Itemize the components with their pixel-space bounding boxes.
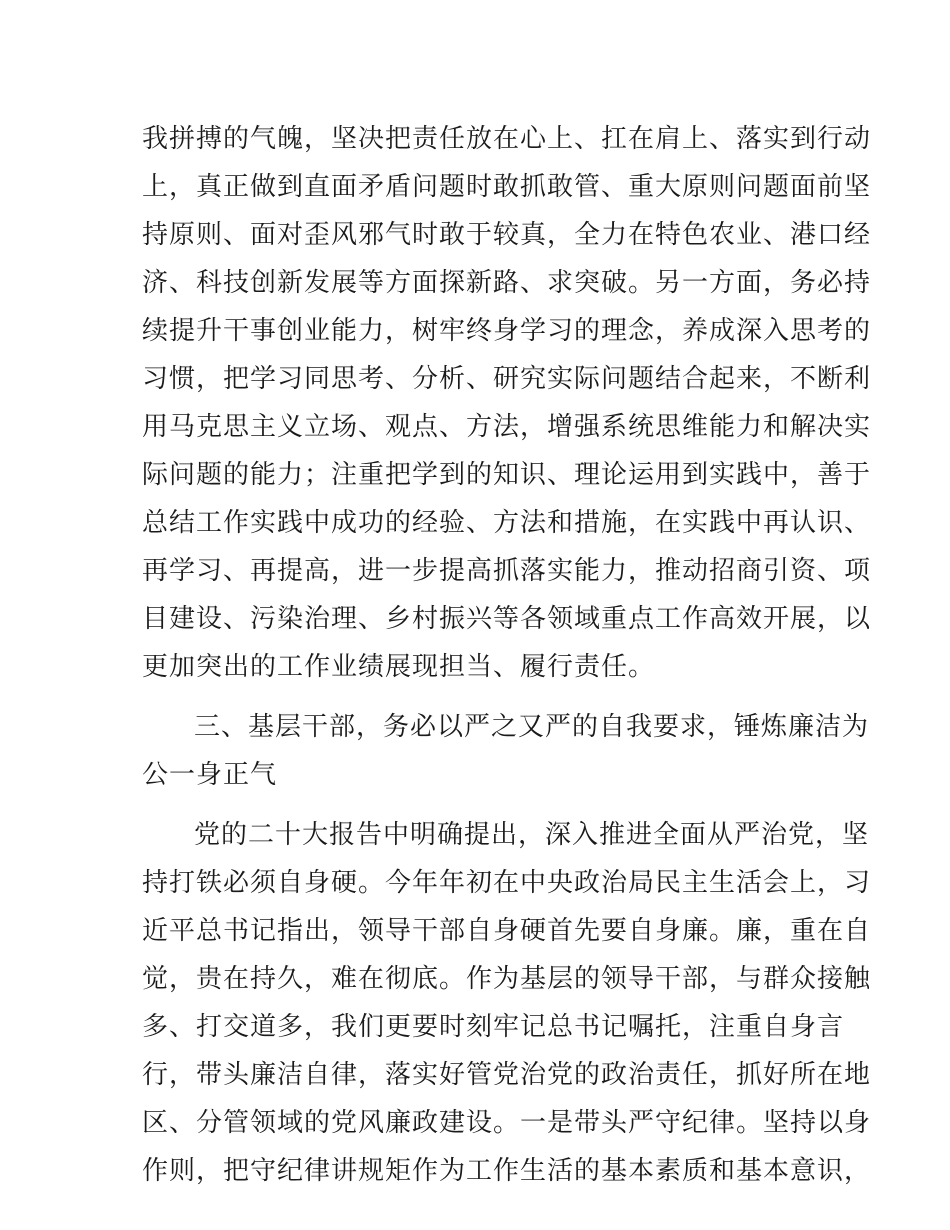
text-line: 用马克思主义立场、观点、方法，增强系统思维能力和解决实 — [142, 412, 872, 442]
text-line: 持原则、面对歪风邪气时敢于较真，全力在特色农业、港口经 — [142, 220, 872, 250]
text-line: 习惯，把学习同思考、分析、研究实际问题结合起来，不断利 — [142, 364, 872, 394]
text-line: 更加突出的工作业绩展现担当、履行责任。 — [142, 652, 656, 682]
text-line: 多、打交道多，我们更要时刻牢记总书记嘱托，注重自身言 — [142, 1012, 845, 1042]
text-line: 近平总书记指出，领导干部自身硬首先要自身廉。廉，重在自 — [142, 916, 872, 946]
text-line: 行，带头廉洁自律，落实好管党治党的政治责任，抓好所在地 — [142, 1060, 872, 1090]
text-line: 我拼搏的气魄，坚决把责任放在心上、扛在肩上、落实到行动 — [142, 124, 872, 154]
paragraph-2 — [142, 811, 872, 1195]
text-line: 续提升干事创业能力，树牢终身学习的理念，养成深入思考的 — [142, 316, 872, 346]
text-line: 目建设、污染治理、乡村振兴等各领域重点工作高效开展，以 — [142, 604, 872, 634]
text-line: 上，真正做到直面矛盾问题时敢抓敢管、重大原则问题面前坚 — [142, 172, 872, 202]
text-line: 济、科技创新发展等方面探新路、求突破。另一方面，务必持 — [142, 268, 872, 298]
document-page — [142, 115, 872, 1195]
text-line: 觉，贵在持久，难在彻底。作为基层的领导干部，与群众接触 — [142, 964, 872, 994]
paragraph-1 — [142, 115, 872, 691]
text-line: 区、分管领域的党风廉政建设。一是带头严守纪律。坚持以身 — [142, 1108, 872, 1138]
text-line: 持打铁必须自身硬。今年年初在中央政治局民主生活会上，习 — [142, 868, 872, 898]
text-line: 再学习、再提高，进一步提高抓落实能力，推动招商引资、项 — [142, 556, 872, 586]
text-line: 党的二十大报告中明确提出，深入推进全面从严治党，坚 — [194, 820, 870, 850]
text-line: 作则，把守纪律讲规矩作为工作生活的基本素质和基本意识， — [142, 1156, 872, 1186]
section-heading-3 — [142, 703, 870, 799]
text-line: 际问题的能力；注重把学到的知识、理论运用到实践中，善于 — [142, 460, 872, 490]
heading-line: 三、基层干部，务必以严之又严的自我要求，锤炼廉洁为 — [194, 712, 870, 742]
text-line: 总结工作实践中成功的经验、方法和措施，在实践中再认识、 — [142, 508, 872, 538]
heading-line: 公一身正气 — [142, 760, 278, 790]
